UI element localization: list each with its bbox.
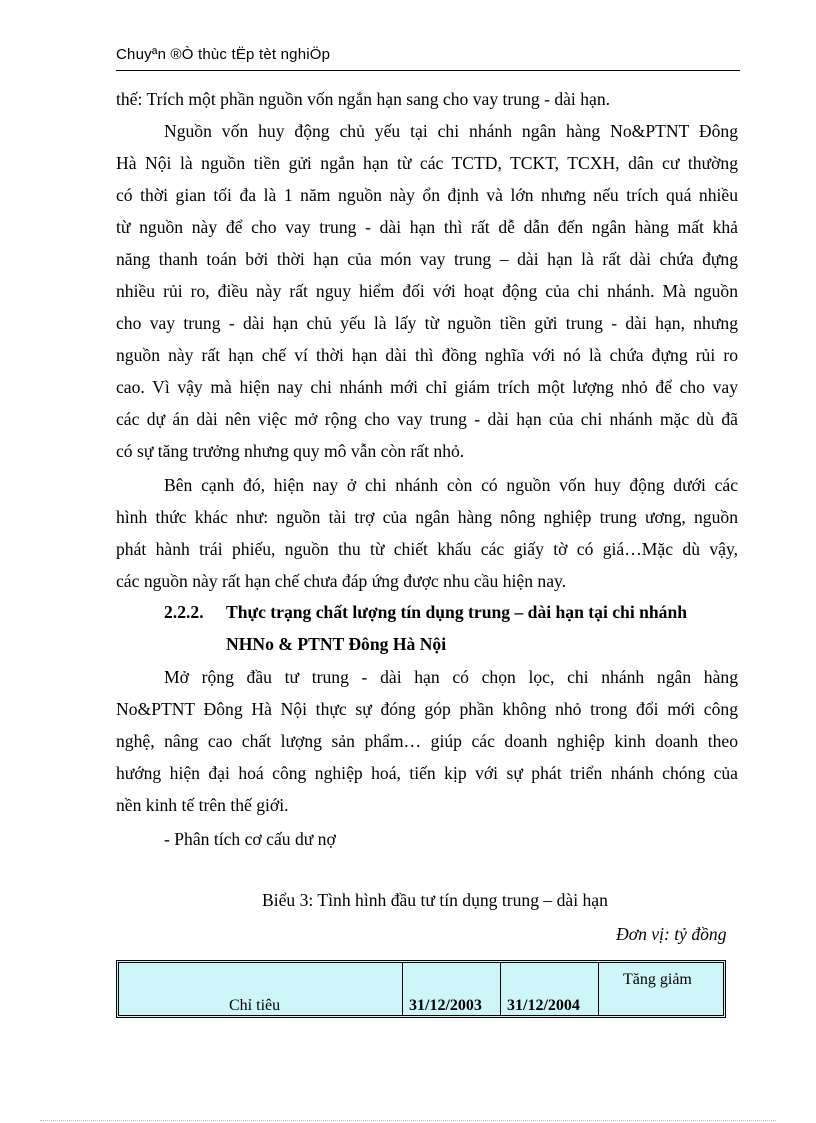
header-cell xyxy=(599,963,723,1015)
section-heading: Thực trạng chất lượng tín dụng trung – dài hạn tại chi nhánh xyxy=(226,602,688,622)
column-header: Chỉ tiêu xyxy=(229,997,281,1014)
text-line: phát hành trái phiếu, nguồn thu từ chiết khấu các giấy tờ có giá…Mặc dù vậy, xyxy=(116,539,738,559)
text-line: từ nguồn này để cho vay trung - dài hạn thì rất dễ dẫn đến ngân hàng mất khả xyxy=(116,217,738,237)
header-cell xyxy=(119,963,403,1015)
section-number: 2.2.2. xyxy=(164,602,204,622)
bullet-item: - Phân tích cơ cấu dư nợ xyxy=(164,829,336,849)
text-line: năng thanh toán bởi thời hạn của món vay trung – dài hạn là rất dài chứa đựng xyxy=(116,249,738,269)
text-line: có thời gian tối đa là 1 năm nguồn này ổn định và lớn nhưng nếu trích quá nhiều xyxy=(116,185,738,205)
text-line: cho vay trung - dài hạn chủ yếu là lấy từ nguồn tiền gửi trung - dài hạn, nhưng xyxy=(116,313,738,333)
text-line: các nguồn này rất hạn chế chưa đáp ứng được nhu cầu hiện nay. xyxy=(116,571,567,591)
text-line: No&PTNT Đông Hà Nội thực sự đóng góp phần không nhỏ trong đổi mới công xyxy=(116,699,738,719)
data-table xyxy=(116,960,726,1018)
text-line: Bên cạnh đó, hiện nay ở chi nhánh còn có nguồn vốn huy động dưới các xyxy=(164,475,738,495)
text-line: có sự tăng trưởng nhưng quy mô vẫn còn rất nhỏ. xyxy=(116,441,465,461)
section-heading-cont: NHNo & PTNT Đông Hà Nội xyxy=(226,634,447,654)
column-header: 31/12/2004 xyxy=(507,997,580,1014)
header-cell xyxy=(501,963,599,1015)
running-header: Chuyªn ®Ò thùc tËp tèt nghiÖp xyxy=(116,46,331,63)
text-line: cao. Vì vậy mà hiện nay chi nhánh mới chỉ giám trích một lượng nhỏ để cho vay xyxy=(116,377,738,397)
text-line: hình thức khác như: nguồn tài trợ của ngân hàng nông nghiệp trung ương, nguồn xyxy=(116,507,738,527)
text-line: Nguồn vốn huy động chủ yếu tại chi nhánh ngân hàng No&PTNT Đông xyxy=(164,121,738,141)
text-line: nguồn này rất hạn chế ví thời hạn dài thì đồng nghĩa với nó là chứa đựng rủi ro xyxy=(116,345,738,365)
text-line: hướng hiện đại hoá công nghiệp hoá, tiến kịp với sự phát triển nhánh chóng của xyxy=(116,763,738,783)
text-line: nền kinh tế trên thế giới. xyxy=(116,795,289,815)
table-caption: Biểu 3: Tình hình đầu tư tín dụng trung – dài hạn xyxy=(262,890,608,910)
text-line: thế: Trích một phần nguồn vốn ngắn hạn sang cho vay trung - dài hạn. xyxy=(116,89,611,109)
text-line: Hà Nội là nguồn tiền gửi ngắn hạn từ các TCTD, TCKT, TCXH, dân cư thường xyxy=(116,153,738,173)
table-unit: Đơn vị: tỷ đồng xyxy=(616,924,727,944)
text-line: nhiều rủi ro, điều này rất nguy hiểm đối với hoạt động của chi nhánh. Mà nguồn xyxy=(116,281,738,301)
column-header: 31/12/2003 xyxy=(409,997,482,1014)
text-line: Mở rộng đầu tư trung - dài hạn có chọn lọc, chi nhánh ngân hàng xyxy=(164,667,738,687)
page-footer-rule xyxy=(40,1120,776,1121)
text-line: các dự án dài nên việc mở rộng cho vay trung - dài hạn của chi nhánh mặc dù đã xyxy=(116,409,738,429)
header-rule xyxy=(116,70,740,71)
column-header: Tăng giảm xyxy=(623,971,692,988)
header-cell xyxy=(403,963,501,1015)
text-line: nghệ, nâng cao chất lượng sản phẩm… giúp các doanh nghiệp kinh doanh theo xyxy=(116,731,738,751)
